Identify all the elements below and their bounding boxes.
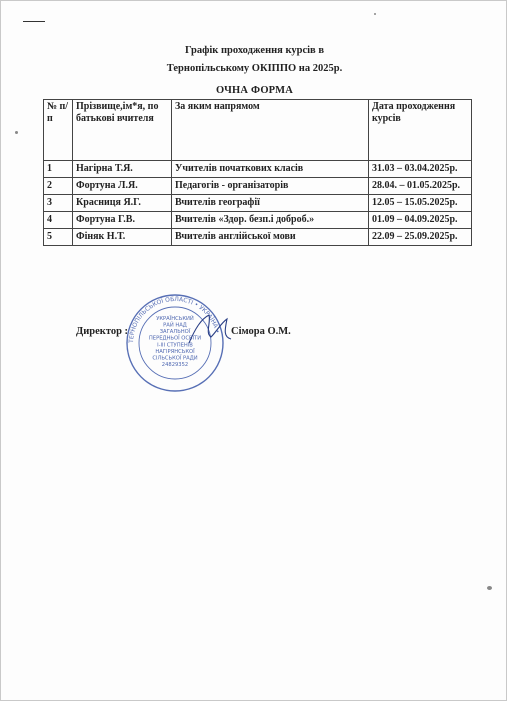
stamp-line: ПЕРЕДНЬОЇ ОСВІТИ: [148, 335, 202, 342]
table-row: [44, 161, 472, 178]
cell-direction: Вчителів англійської мови: [172, 229, 369, 246]
stamp-line: УКРАЇНСЬКИЙ: [156, 315, 194, 322]
stamp-line: СІЛЬСЬКОЇ РАДИ: [152, 355, 198, 362]
top-rule: [23, 21, 45, 22]
stamp-line: НАГІРЯНСЬКОЇ: [155, 348, 195, 355]
cell-date: 01.09 – 04.09.2025р.: [369, 212, 472, 229]
cell-date: 12.05 – 15.05.2025р.: [369, 195, 472, 212]
form-label: ОЧНА ФОРМА: [215, 85, 293, 96]
stamp-line: I-III СТУПЕНІВ: [157, 342, 193, 349]
document-title-line2: Тернопільському ОКІППО на 2025р.: [166, 63, 343, 74]
cell-number: 2: [44, 178, 73, 195]
cell-direction: Учителів початкових класів: [172, 161, 369, 178]
cell-teacher-name: Нагірна Т.Я.: [73, 161, 172, 178]
cell-date: 22.09 – 25.09.2025р.: [369, 229, 472, 246]
cell-number: 1: [44, 161, 73, 178]
scan-speck: [374, 13, 376, 15]
header-direction: За яким напрямом: [172, 100, 369, 161]
stamp-line: РАЙ НАД: [163, 322, 187, 329]
director-label: Директор :: [76, 326, 129, 337]
courses-table: [43, 99, 472, 246]
header-date: Дата проходження курсів: [369, 100, 472, 161]
cell-teacher-name: Фортуна Г.В.: [73, 212, 172, 229]
cell-number: 3: [44, 195, 73, 212]
scan-speck: [15, 131, 18, 134]
cell-date: 28.04. – 01.05.2025р.: [369, 178, 472, 195]
scan-speck: [487, 586, 492, 590]
cell-teacher-name: Красниця Я.Г.: [73, 195, 172, 212]
document-title-line1: Графік проходження курсів в: [184, 45, 325, 56]
table-row: [44, 212, 472, 229]
table-header-row: [44, 100, 472, 161]
cell-number: 5: [44, 229, 73, 246]
cell-teacher-name: Фортуна Л.Я.: [73, 178, 172, 195]
cell-direction: Вчителів географії: [172, 195, 369, 212]
table-row: [44, 229, 472, 246]
header-teacher-name: Прізвище,ім*я, по батькові вчителя: [73, 100, 172, 161]
stamp-ring-text: ТЕРНОПІЛЬСЬКОЇ ОБЛАСТІ • УКРАЇНА •: [127, 295, 221, 344]
stamp-line: 24829352: [161, 362, 189, 369]
cell-date: 31.03 – 03.04.2025р.: [369, 161, 472, 178]
table-row: [44, 178, 472, 195]
cell-direction: Вчителів «Здор. безп.і доброб.»: [172, 212, 369, 229]
cell-teacher-name: Фіняк Н.Т.: [73, 229, 172, 246]
header-number: № п/п: [44, 100, 73, 161]
director-name: Сімора О.М.: [231, 326, 291, 337]
cell-direction: Педагогів - організаторів: [172, 178, 369, 195]
table-row: [44, 195, 472, 212]
cell-number: 4: [44, 212, 73, 229]
stamp-line: ЗАГАЛЬНОЇ: [159, 329, 191, 336]
